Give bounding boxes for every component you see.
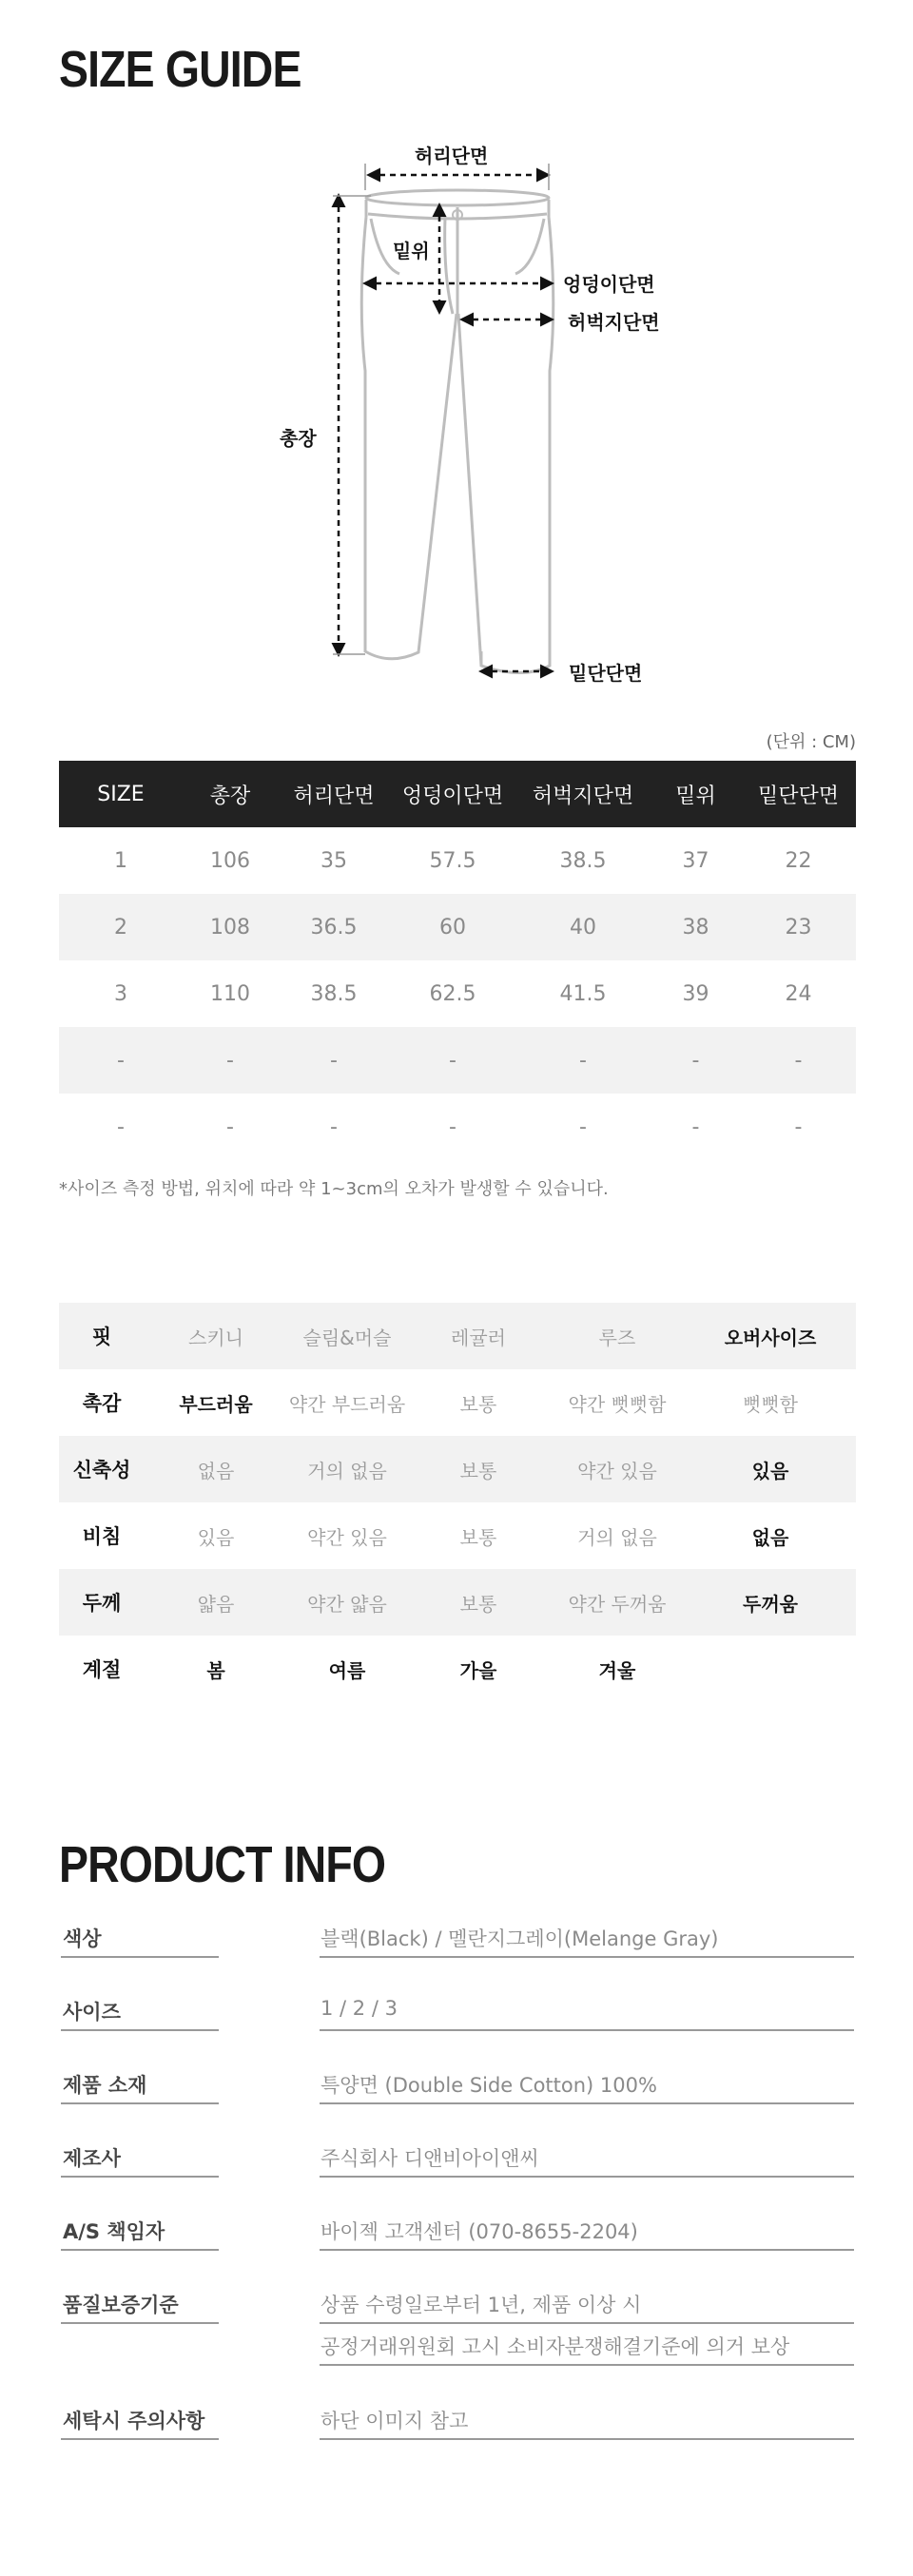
table-cell: 37 bbox=[682, 848, 709, 873]
header-waist: 허리단면 bbox=[278, 761, 390, 827]
feature-option-selected: 부드러움 bbox=[179, 1392, 253, 1416]
feature-option-selected: 가을 bbox=[459, 1658, 497, 1682]
header-rise: 밑위 bbox=[651, 761, 741, 827]
feature-option: 얇음 bbox=[145, 1569, 287, 1636]
table-cell: 23 bbox=[741, 894, 856, 960]
feature-option-selected: 봄 bbox=[206, 1658, 225, 1682]
info-label: 색상 bbox=[63, 1927, 102, 1950]
table-cell: - bbox=[59, 1027, 183, 1094]
feature-option: 있음 bbox=[197, 1525, 235, 1549]
table-row bbox=[59, 894, 856, 960]
info-label-underline bbox=[61, 2102, 219, 2104]
feature-label: 계절 bbox=[82, 1658, 122, 1681]
info-label: A/S 책임자 bbox=[63, 2220, 165, 2243]
feature-option-empty bbox=[685, 1636, 856, 1702]
info-value-underline bbox=[320, 2029, 854, 2031]
table-cell: 1 bbox=[114, 848, 127, 873]
table-cell: - bbox=[515, 1027, 651, 1094]
table-cell: - bbox=[226, 1114, 234, 1139]
diagram-label-rise: 밑위 bbox=[393, 240, 430, 262]
info-value-underline bbox=[320, 2249, 854, 2251]
info-label-underline bbox=[61, 2438, 219, 2440]
feature-option: 약간 두꺼움 bbox=[550, 1569, 685, 1636]
table-cell: 60 bbox=[390, 894, 515, 960]
feature-option-selected: 겨울 bbox=[598, 1658, 636, 1682]
table-cell: 62.5 bbox=[429, 981, 476, 1006]
info-value-underline bbox=[320, 2176, 854, 2178]
feature-option: 약간 뻣뻣함 bbox=[568, 1392, 667, 1416]
header-hem: 밑단단면 bbox=[741, 761, 856, 827]
feature-option-selected: 있음 bbox=[685, 1436, 856, 1502]
diagram-label-hem: 밑단단면 bbox=[569, 662, 643, 685]
measurement-note: *사이즈 측정 방법, 위치에 따라 약 1~3cm의 오차가 발생할 수 있습니다. bbox=[59, 1179, 609, 1199]
info-value: 하단 이미지 참고 bbox=[321, 2410, 469, 2432]
diagram-label-hip: 엉덩이단면 bbox=[563, 273, 655, 296]
feature-option-selected: 여름 bbox=[328, 1658, 366, 1682]
unit-label: (단위 : CM) bbox=[766, 732, 856, 752]
table-cell: 110 bbox=[210, 981, 250, 1006]
info-label-underline bbox=[61, 2249, 219, 2251]
feature-option: 레귤러 bbox=[407, 1303, 550, 1369]
info-label: 제품 소재 bbox=[63, 2074, 147, 2097]
feature-table bbox=[59, 1303, 856, 1702]
info-label-underline bbox=[61, 2029, 219, 2031]
feature-label: 신축성 bbox=[59, 1436, 145, 1502]
table-cell: 24 bbox=[785, 981, 812, 1006]
feature-option-selected: 두꺼움 bbox=[685, 1569, 856, 1636]
info-value-underline bbox=[320, 2438, 854, 2440]
table-cell: - bbox=[117, 1114, 125, 1139]
info-label: 품질보증기준 bbox=[63, 2294, 179, 2316]
table-cell: 22 bbox=[785, 848, 812, 873]
table-cell: - bbox=[794, 1114, 803, 1139]
feature-option-selected: 없음 bbox=[751, 1525, 789, 1549]
feature-option-selected: 오버사이즈 bbox=[685, 1303, 856, 1369]
size-table bbox=[59, 761, 856, 1160]
info-value-underline bbox=[320, 1956, 854, 1958]
feature-label: 비침 bbox=[82, 1525, 122, 1548]
table-cell: 35 bbox=[321, 848, 347, 873]
pants-outline-illustration bbox=[266, 133, 694, 704]
info-value-underline bbox=[320, 2322, 854, 2324]
feature-option: 슬림&머슬 bbox=[287, 1303, 407, 1369]
feature-option: 보통 bbox=[459, 1525, 497, 1549]
feature-label: 촉감 bbox=[82, 1392, 122, 1415]
feature-row-touch bbox=[59, 1369, 856, 1436]
info-label-underline bbox=[61, 2322, 219, 2324]
table-row bbox=[59, 1027, 856, 1094]
table-cell: 106 bbox=[210, 848, 250, 873]
info-label-underline bbox=[61, 1956, 219, 1958]
table-cell: 38.5 bbox=[310, 981, 358, 1006]
feature-row-season bbox=[59, 1636, 856, 1702]
info-value: 특양면 (Double Side Cotton) 100% bbox=[321, 2074, 657, 2097]
header-thigh: 허벅지단면 bbox=[515, 761, 651, 827]
info-value: 주식회사 디앤비아이앤씨 bbox=[321, 2147, 539, 2170]
info-value: 바이젝 고객센터 (070-8655-2204) bbox=[321, 2220, 638, 2243]
info-value-underline bbox=[320, 2102, 854, 2104]
table-cell: 108 bbox=[183, 894, 278, 960]
table-cell: - bbox=[741, 1027, 856, 1094]
feature-option: 약간 얇음 bbox=[287, 1569, 407, 1636]
feature-option: 약간 있음 bbox=[550, 1436, 685, 1502]
info-label-underline bbox=[61, 2176, 219, 2178]
header-hip: 엉덩이단면 bbox=[390, 761, 515, 827]
table-row bbox=[59, 827, 856, 894]
feature-label: 두께 bbox=[59, 1569, 145, 1636]
feature-option: 루즈 bbox=[550, 1303, 685, 1369]
product-info-title: PRODUCT INFO bbox=[59, 1836, 386, 1893]
table-cell: 38.5 bbox=[559, 848, 607, 873]
feature-option: 보통 bbox=[407, 1436, 550, 1502]
table-row bbox=[59, 960, 856, 1027]
header-length: 총장 bbox=[183, 761, 278, 827]
table-cell: 40 bbox=[515, 894, 651, 960]
diagram-label-thigh: 허벅지단면 bbox=[568, 311, 660, 334]
info-value: 공정거래위원회 고시 소비자분쟁해결기준에 의거 보상 bbox=[321, 2335, 790, 2358]
feature-option: 약간 부드러움 bbox=[288, 1392, 406, 1416]
table-cell: 3 bbox=[114, 981, 127, 1006]
feature-option: 거의 없음 bbox=[577, 1525, 657, 1549]
feature-option: 보통 bbox=[407, 1569, 550, 1636]
feature-row-sheerness bbox=[59, 1502, 856, 1569]
size-guide-title: SIZE GUIDE bbox=[59, 41, 301, 98]
table-cell: - bbox=[579, 1114, 587, 1139]
feature-option: 스키니 bbox=[145, 1303, 287, 1369]
table-cell: 36.5 bbox=[278, 894, 390, 960]
info-label: 세탁시 주의사항 bbox=[63, 2410, 205, 2432]
size-table-header bbox=[59, 761, 856, 827]
feature-row-thickness bbox=[59, 1569, 856, 1636]
feature-option: 약간 있음 bbox=[307, 1525, 387, 1549]
table-cell: - bbox=[449, 1114, 456, 1139]
info-value-underline bbox=[320, 2364, 854, 2366]
pants-measurement-diagram bbox=[266, 133, 694, 704]
info-value: 상품 수령일로부터 1년, 제품 이상 시 bbox=[321, 2294, 642, 2316]
table-cell: - bbox=[390, 1027, 515, 1094]
table-cell: - bbox=[691, 1114, 700, 1139]
diagram-label-waist: 허리단면 bbox=[415, 145, 489, 167]
feature-row-fit bbox=[59, 1303, 856, 1369]
info-label: 사이즈 bbox=[63, 2001, 121, 2024]
header-size: SIZE bbox=[59, 761, 183, 827]
feature-option: 없음 bbox=[145, 1436, 287, 1502]
feature-label: 핏 bbox=[59, 1303, 145, 1369]
diagram-label-length: 총장 bbox=[280, 427, 317, 450]
table-cell: - bbox=[183, 1027, 278, 1094]
table-cell: 57.5 bbox=[429, 848, 476, 873]
table-cell: 38 bbox=[651, 894, 741, 960]
info-value: 1 / 2 / 3 bbox=[321, 1997, 398, 2020]
table-cell: 2 bbox=[59, 894, 183, 960]
table-cell: - bbox=[278, 1027, 390, 1094]
table-cell: - bbox=[651, 1027, 741, 1094]
table-cell: 41.5 bbox=[559, 981, 607, 1006]
info-value: 블랙(Black) / 멜란지그레이(Melange Gray) bbox=[321, 1927, 719, 1950]
info-label: 제조사 bbox=[63, 2147, 121, 2170]
feature-option: 거의 없음 bbox=[287, 1436, 407, 1502]
feature-option: 보통 bbox=[459, 1392, 497, 1416]
table-row bbox=[59, 1094, 856, 1160]
table-cell: 39 bbox=[682, 981, 709, 1006]
feature-row-stretch bbox=[59, 1436, 856, 1502]
table-cell: - bbox=[330, 1114, 338, 1139]
feature-option: 뻣뻣함 bbox=[743, 1392, 798, 1416]
